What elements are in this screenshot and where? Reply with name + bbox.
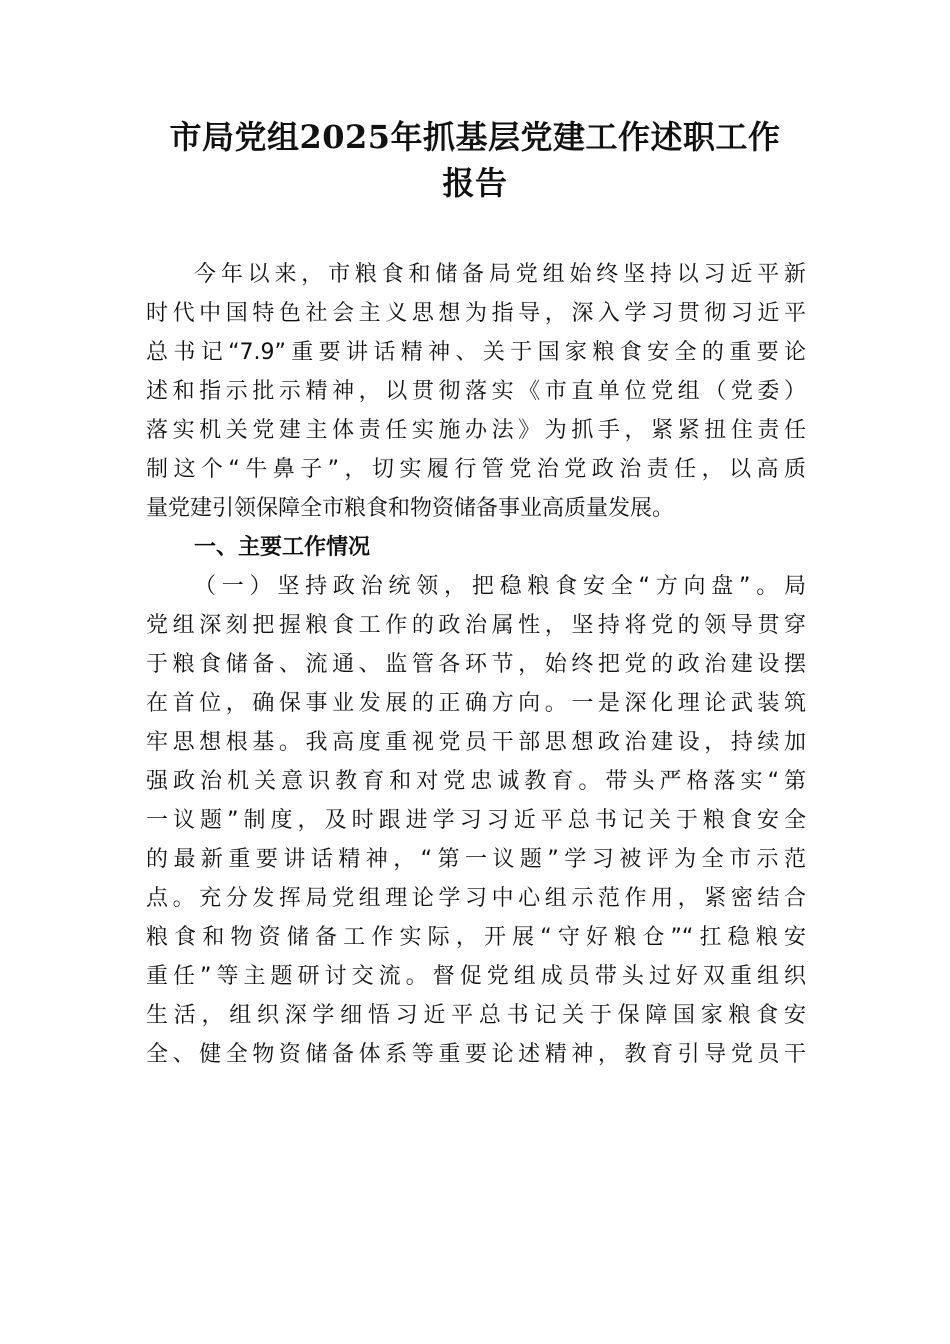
text-line: 时代中国特色社会主义思想为指导，深入学习贯彻习近平 (146, 301, 806, 326)
text-line: 述和指示批示精神，以贯彻落实《市直单位党组（党委） (146, 379, 806, 404)
paragraph-political-leadership (146, 567, 806, 1074)
text-line: 制这个“牛鼻子”，切实履行管党治党政治责任，以高质 (146, 457, 806, 482)
text-line: 在首位，确保事业发展的正确方向。一是深化理论武装筑 (146, 691, 806, 716)
text-line: 牢思想根基。我高度重视党员干部思想政治建设，持续加 (146, 730, 806, 755)
text-line: 生活，组织深学细悟习近平总书记关于保障国家粮食安 (146, 1003, 806, 1028)
text-line: 一议题”制度，及时跟进学习习近平总书记关于粮食安全 (146, 808, 806, 833)
document-title (140, 114, 810, 206)
text-line: 于粮食储备、流通、监管各环节，始终把党的政治建设摆 (146, 652, 806, 677)
text-line: 强政治机关意识教育和对党忠诚教育。带头严格落实“第 (146, 769, 806, 794)
text-line: 量党建引领保障全市粮食和物资储备事业高质量发展。 (146, 496, 675, 521)
text-line: 全、健全物资储备体系等重要论述精神，教育引导党员干 (146, 1042, 806, 1067)
paragraph-intro (146, 255, 806, 528)
text-line: 今年以来，市粮食和储备局党组始终坚持以习近平新 (194, 262, 806, 287)
text-line: 总书记“7.9”重要讲话精神、关于国家粮食安全的重要论 (146, 340, 806, 365)
text-line: 落实机关党建主体责任实施办法》为抓手，紧紧扭住责任 (146, 418, 806, 443)
text-line: （一）坚持政治统领，把稳粮食安全“方向盘”。局 (194, 574, 806, 599)
text-line: 的最新重要讲话精神，“第一议题”学习被评为全市示范 (146, 847, 806, 872)
section-heading: 一、主要工作情况 (194, 535, 371, 560)
title-line-1: 市局党组2025年抓基层党建工作述职工作 (169, 118, 781, 156)
document-body (146, 255, 806, 1074)
text-line: 重任”等主题研讨交流。督促党组成员带头过好双重组织 (146, 964, 806, 989)
text-line: 点。充分发挥局党组理论学习中心组示范作用，紧密结合 (146, 886, 806, 911)
text-line: 党组深刻把握粮食工作的政治属性，坚持将党的领导贯穿 (146, 613, 806, 638)
text-line: 粮食和物资储备工作实际，开展“守好粮仓”“扛稳粮安 (146, 925, 806, 950)
title-line-2: 报告 (442, 164, 508, 202)
